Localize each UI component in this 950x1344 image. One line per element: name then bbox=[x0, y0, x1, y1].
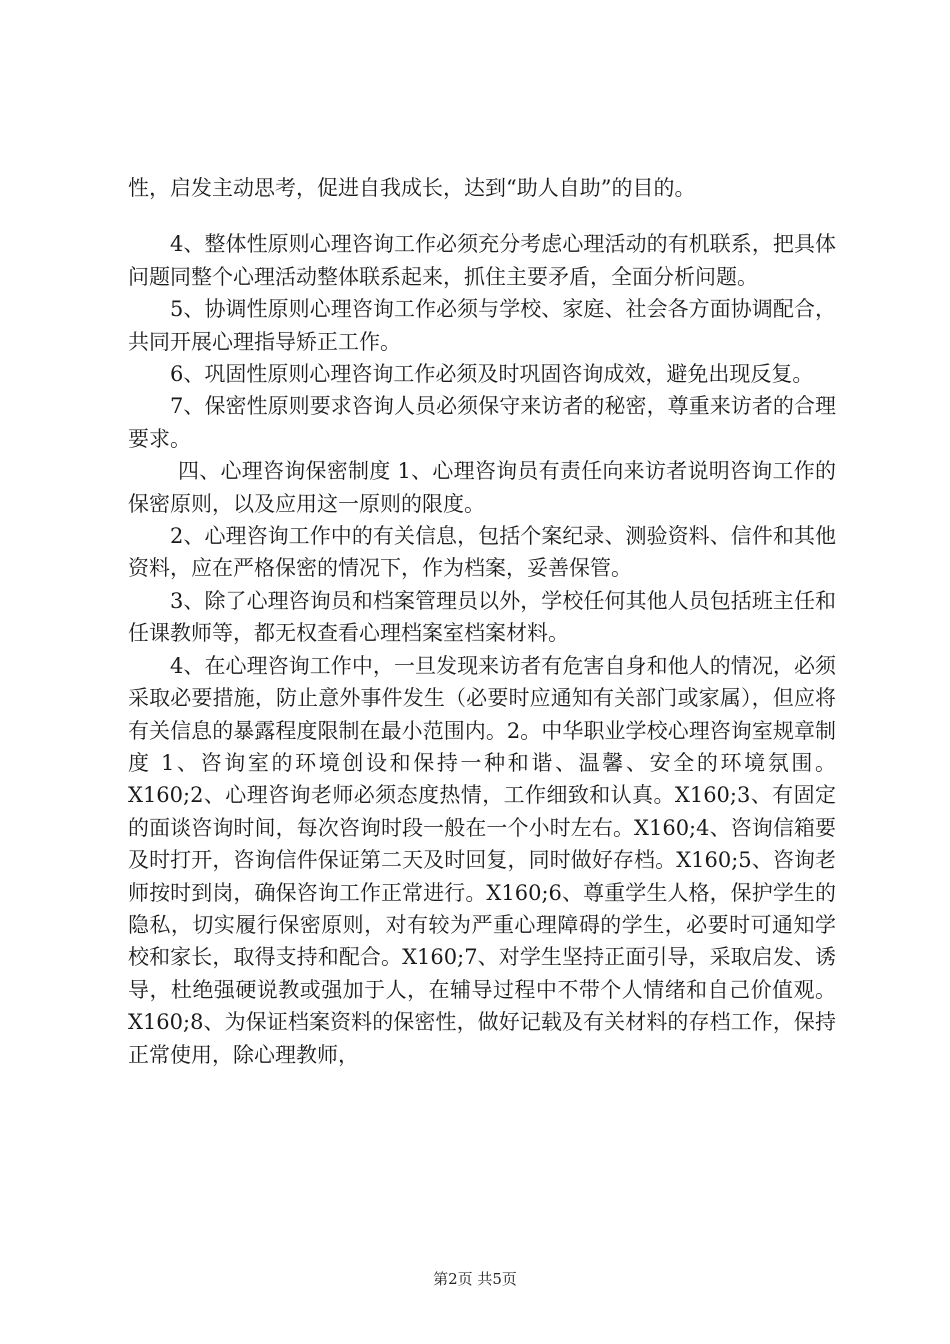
paragraph-confidential-4: 4、在心理咨询工作中，一旦发现来访者有危害自身和他人的情况，必须采取必要措施，防止意外事件发生（必要时应通知有关部门或家属），但应将有关信息的暴露程度限制在最小范围内。2。中华职业学校心理咨询室规章制度 1、咨询室的环境创设和保持一种和谐、温馨、安全的环境氛围。X160;2、心理咨询老师必须态度热情，工作细致和认真。X160;3、有固定的面谈咨询时间，每次咨询时段一般在一个小时左右。X160;4、咨询信箱要及时打开，咨询信件保证第二天及时回复，同时做好存档。X160;5、咨询老师按时到岗，确保咨询工作正常进行。X160;6、尊重学生人格，保护学生的隐私，切实履行保密原则，对有较为严重心理障碍的学生，必要时可通知学校和家长，取得支持和配合。X160;7、对学生坚持正面引导，采取启发、诱导，杜绝强硬说教或强加于人，在辅导过程中不带个人情绪和自己价值观。X160;8、为保证档案资料的保密性，做好记载及有关材料的存档工作，保持正常使用，除心理教师， bbox=[128, 653, 836, 1067]
paragraph-section-4: 四、心理咨询保密制度 1、心理咨询员有责任向来访者说明咨询工作的保密原则，以及应用这一原则的限度。 bbox=[128, 459, 836, 516]
paragraph-principle-7: 7、保密性原则要求咨询人员必须保守来访者的秘密，尊重来访者的合理要求。 bbox=[128, 394, 836, 451]
page-number-footer: 第2页 共5页 bbox=[433, 1270, 517, 1288]
paragraph-principle-5: 5、协调性原则心理咨询工作必须与学校、家庭、社会各方面协调配合，共同开展心理指导矫正工作。 bbox=[128, 297, 836, 354]
paragraph-confidential-2: 2、心理咨询工作中的有关信息，包括个案纪录、测验资料、信件和其他资料，应在严格保密的情况下，作为档案，妥善保管。 bbox=[128, 524, 836, 581]
paragraph-principle-4: 4、整体性原则心理咨询工作必须充分考虑心理活动的有机联系，把具体问题同整个心理活动整体联系起来，抓住主要矛盾，全面分析问题。 bbox=[128, 232, 836, 289]
paragraph-principle-6: 6、巩固性原则心理咨询工作必须及时巩固咨询成效，避免出现反复。 bbox=[170, 362, 814, 387]
document-body bbox=[128, 172, 836, 1071]
paragraph-confidential-3: 3、除了心理咨询员和档案管理员以外，学校任何其他人员包括班主任和任课教师等，都无权查看心理档案室档案材料。 bbox=[128, 588, 836, 646]
paragraph-continuation: 性，启发主动思考，促进自我成长，达到“助人自助”的目的。 bbox=[128, 176, 696, 200]
